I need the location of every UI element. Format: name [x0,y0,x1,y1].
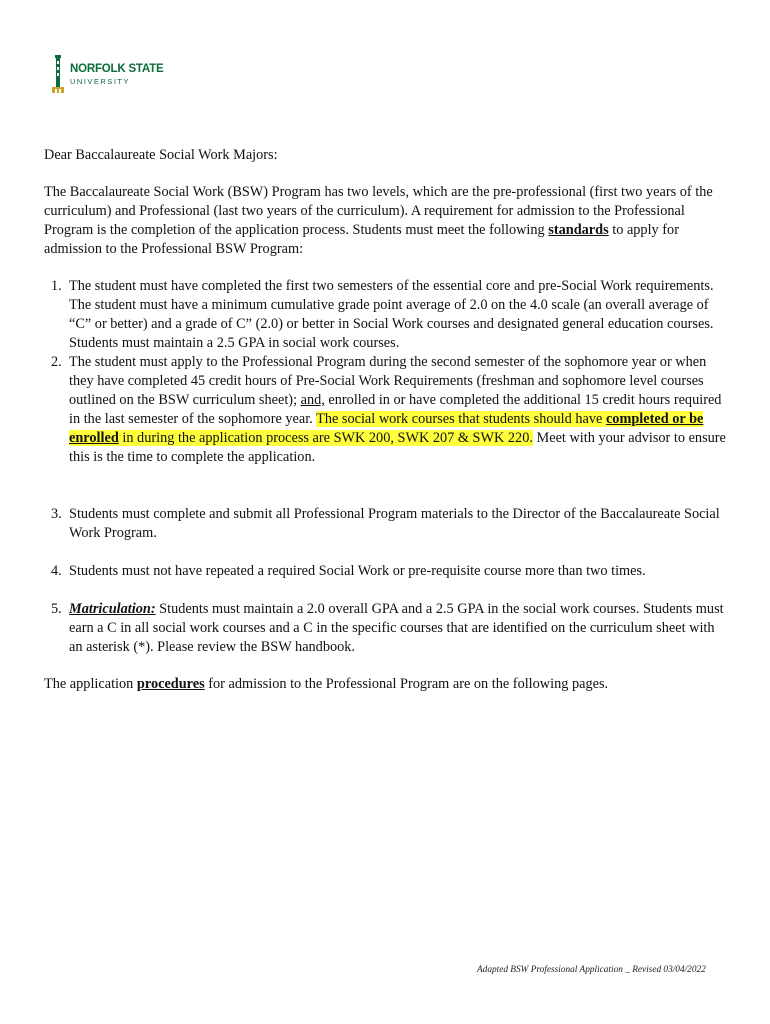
list-item [22,353,728,467]
footer-revision-note: Adapted BSW Professional Application _ Revised 03/04/2022 [477,965,706,975]
and-term: and, [300,392,325,408]
logo-name: NORFOLK STATE [70,63,164,75]
list-item-text: Students must not have repeated a required Social Work or pre-requisite course more than two times. [69,563,646,579]
university-logo [50,55,190,97]
list-number: 2. [51,354,62,370]
procedures-term: procedures [136,676,205,692]
logo-wordmark [70,64,163,85]
salutation: Dear Baccalaureate Social Work Majors: [44,147,278,163]
list-item-text: Matriculation: Students must maintain a 2.0 overall GPA and a 2.5 GPA in the social work courses. Students must earn a C in all social work courses and a C in the specific courses that are identified on the curriculum sheet with an asterisk (*). Please review the BSW handbook. [69,601,724,655]
list-item [22,562,728,581]
logo-subtitle: UNIVERSITY [70,76,131,86]
completed-enrolled-term: completed or be enrolled [69,411,704,446]
tower-icon [50,55,66,95]
intro-text-end: to apply for admission to the Professional BSW Program: [44,222,679,257]
list-number: 5. [51,601,62,617]
list-item [22,277,728,353]
list-item-text: Students must complete and submit all Professional Program materials to the Director of the Baccalaureate Social Work Program. [69,506,720,541]
list-number: 4. [51,563,62,579]
list-number: 1. [51,278,62,294]
letter-body [44,146,728,694]
standards-term: standards [548,222,609,238]
closing-paragraph: The application procedures for admission to the Professional Program are on the following pages. [44,676,609,692]
matriculation-label: Matriculation: [69,601,156,617]
list-number: 3. [51,506,62,522]
list-item-text: The student must have completed the first two semesters of the essential core and pre-Social Work requirements. The student must have a minimum cumulative grade point average of 2.0 on the 4.0 scale (an overall average of “C” or better) and a grade of C” (2.0) or better in Social Work courses and designated general education courses. Students must maintain a 2.5 GPA in social work courses. [69,278,714,351]
highlighted-text: The social work courses that students should have completed or be enrolled in during the application process are SWK 200, SWK 207 & SWK 220. [69,411,704,446]
list-item [22,505,728,543]
list-item-text: The student must apply to the Professional Program during the second semester of the sophomore year or when they have completed 45 credit hours of Pre-Social Work Requirements (freshman and sophomore level courses outlined on the BSW curriculum sheet); and, enrolled in or have completed the additional 15 credit hours required in the last semester of the sophomore year. The social work courses that students should have completed or be enrolled in during the application process are SWK 200, SWK 207 & SWK 220. Meet with your advisor to ensure this is the time to complete the application. [69,354,726,465]
list-item [22,600,728,657]
intro-paragraph [44,183,728,259]
intro-text: The Baccalaureate Social Work (BSW) Program has two levels, which are the pre-professional (first two years of the curriculum) and Professional (last two years of the curriculum). A requirement for admission to the Professional Program is the completion of the application process. Students must meet the following [44,184,713,238]
